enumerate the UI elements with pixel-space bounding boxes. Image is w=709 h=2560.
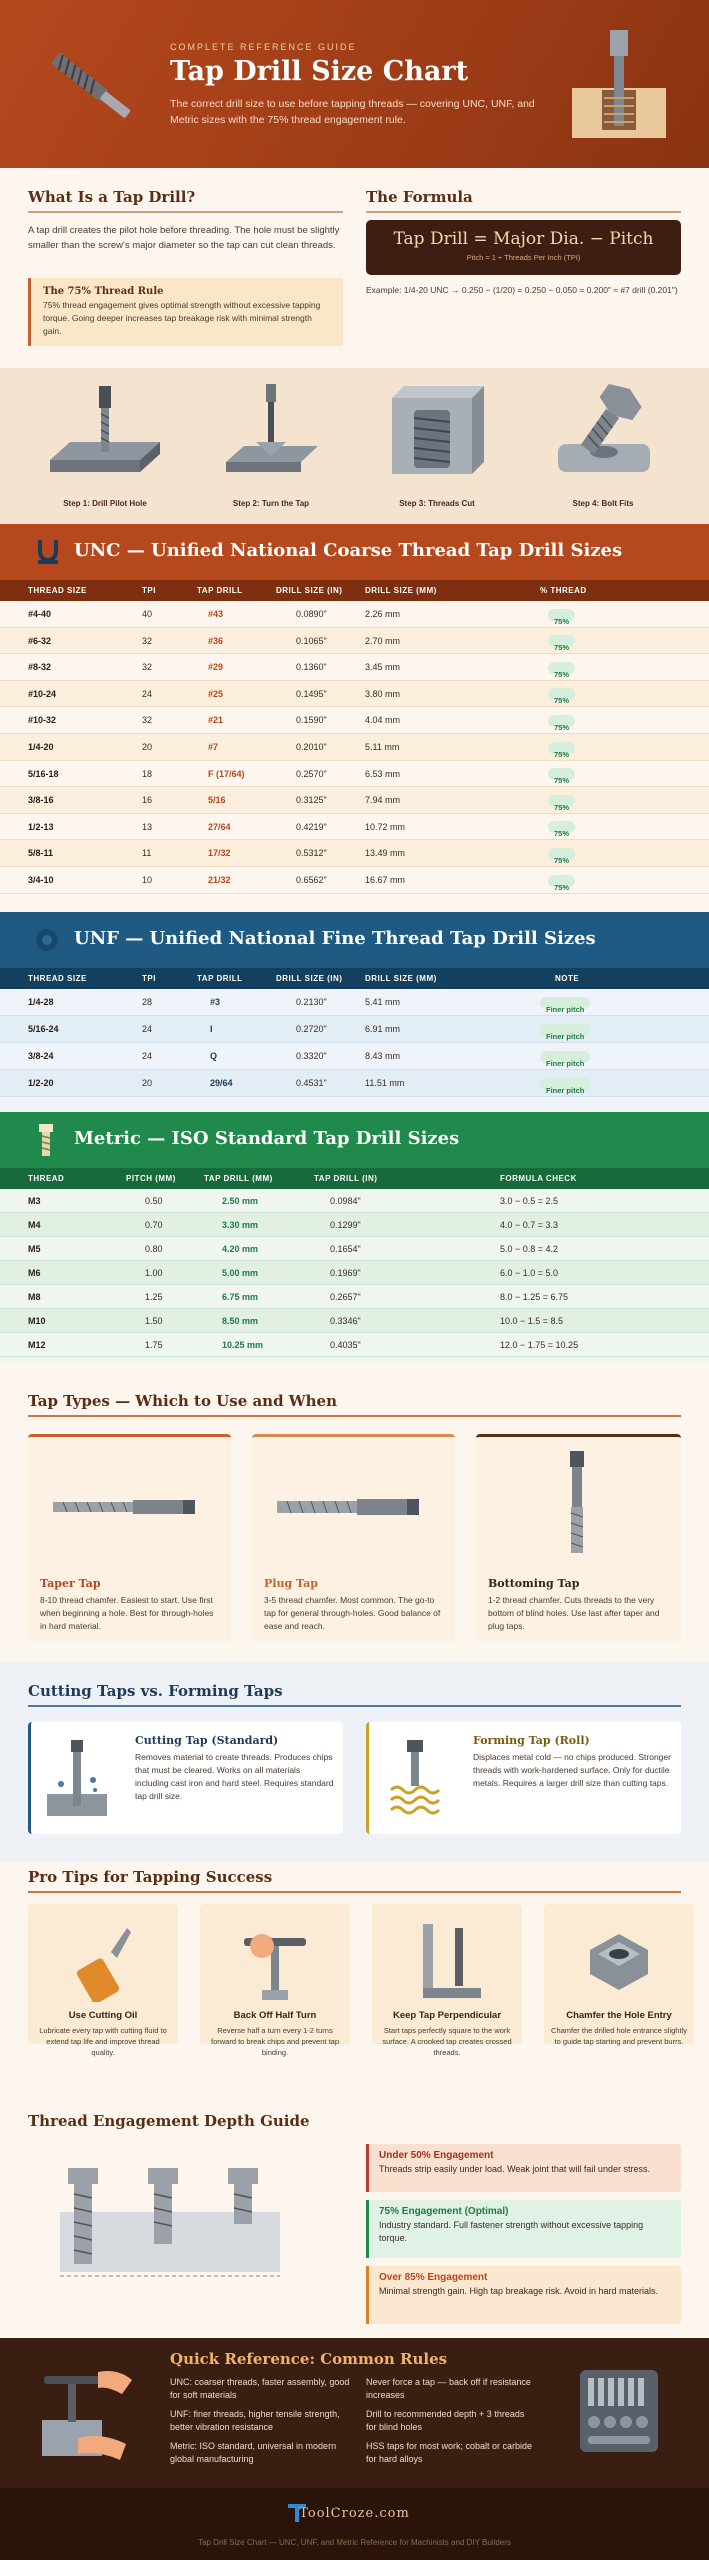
table-cell: #21 bbox=[208, 715, 224, 726]
table-cell bbox=[540, 1043, 590, 1070]
table-cell: 11 bbox=[142, 848, 152, 859]
drill-pilot-icon bbox=[30, 380, 180, 490]
table-cell: M3 bbox=[28, 1196, 41, 1206]
col-header: DRILL SIZE (MM) bbox=[365, 974, 437, 983]
table-cell: 5/16-18 bbox=[28, 768, 59, 779]
tap-tool-icon bbox=[38, 40, 143, 130]
qr-left-3: Metric: ISO standard, universal in modern global manufacturing bbox=[170, 2441, 337, 2464]
table-cell: 1/4-20 bbox=[28, 742, 54, 752]
status-badge: Finer pitch bbox=[540, 997, 590, 1009]
unf-header-row bbox=[0, 968, 709, 989]
table-cell bbox=[540, 1070, 590, 1097]
table-cell: 1/4-28 bbox=[28, 997, 54, 1007]
table-cell: 0.1360" bbox=[296, 662, 327, 673]
table-cell bbox=[548, 840, 575, 867]
turn-tap-icon bbox=[196, 380, 346, 490]
table-row bbox=[0, 787, 709, 814]
table-cell bbox=[548, 681, 575, 708]
table-cell: 27/64 bbox=[208, 821, 231, 832]
table-cell: 0.2010" bbox=[296, 742, 327, 752]
table-cell: 10 bbox=[142, 875, 153, 885]
bottoming-tap-text: 1-2 thread chamfer. Cuts threads to the very bottom of blind holes. Use last after taper and plug taps. bbox=[488, 1595, 660, 1631]
table-row bbox=[0, 840, 709, 867]
table-cell: #10-24 bbox=[28, 688, 57, 699]
tip-2-name: Back Off Half Turn bbox=[233, 2010, 317, 2021]
metric-table bbox=[0, 1112, 709, 1362]
taper-tap-icon bbox=[53, 1492, 203, 1522]
table-cell bbox=[548, 734, 575, 761]
table-row bbox=[0, 814, 709, 841]
table-cell: M10 bbox=[28, 1316, 46, 1326]
table-cell: 12.0 − 1.75 = 10.25 bbox=[500, 1340, 579, 1350]
tip-4-name: Chamfer the Hole Entry bbox=[566, 2010, 672, 2021]
engagement-over-85 bbox=[366, 2266, 681, 2324]
table-cell: 7.94 mm bbox=[365, 795, 401, 806]
table-cell: 8.43 mm bbox=[365, 1051, 401, 1061]
metric-title: Metric — ISO Standard Tap Drill Sizes bbox=[74, 1128, 460, 1149]
table-row bbox=[0, 628, 709, 655]
table-cell: 0.0890" bbox=[296, 609, 327, 619]
table-cell: 0.1299" bbox=[330, 1220, 361, 1230]
table-cell: 11.51 mm bbox=[365, 1078, 405, 1088]
table-row bbox=[0, 707, 709, 734]
plug-tap-name: Plug Tap bbox=[264, 1577, 318, 1590]
qr-right-1: Never force a tap — back off if resistance increases bbox=[366, 2377, 531, 2400]
table-cell: 0.70 bbox=[145, 1220, 163, 1230]
table-cell: #8-32 bbox=[28, 662, 52, 673]
col-header: THREAD bbox=[28, 1174, 65, 1183]
tip-back-off bbox=[200, 1904, 350, 2057]
step-1 bbox=[30, 380, 180, 520]
col-header: TAP DRILL (MM) bbox=[204, 1174, 273, 1183]
status-badge: 75% bbox=[548, 609, 575, 621]
qr-right-3: HSS taps for most work; cobalt or carbide for hard alloys bbox=[366, 2441, 533, 2464]
status-badge: 75% bbox=[548, 742, 575, 754]
col-header: DRILL SIZE (IN) bbox=[276, 974, 343, 983]
table-cell: 2.50 mm bbox=[222, 1196, 259, 1206]
table-cell: #3 bbox=[210, 997, 221, 1007]
unf-title: UNF — Unified National Fine Thread Tap Drill Sizes bbox=[74, 928, 596, 949]
status-badge: 75% bbox=[548, 635, 575, 647]
table-cell: M12 bbox=[28, 1340, 46, 1350]
table-cell: 0.1654" bbox=[330, 1244, 361, 1254]
table-cell: 5/8-11 bbox=[28, 848, 54, 859]
table-cell: 24 bbox=[142, 1024, 153, 1034]
unc-table bbox=[0, 524, 709, 912]
header-kicker: COMPLETE REFERENCE GUIDE bbox=[170, 42, 357, 52]
table-row bbox=[0, 1213, 709, 1237]
status-badge: 75% bbox=[548, 875, 575, 887]
table-cell: 2.26 mm bbox=[365, 609, 401, 619]
unc-title: UNC — Unified National Coarse Thread Tap Drill Sizes bbox=[74, 540, 623, 561]
qr-left-1: UNC: coarser threads, faster assembly, good for soft materials bbox=[170, 2377, 350, 2400]
table-cell: 0.2570" bbox=[296, 768, 327, 779]
table-cell: 8.50 mm bbox=[222, 1316, 259, 1326]
cutting-tap-name: Cutting Tap (Standard) bbox=[135, 1734, 279, 1747]
table-cell: #36 bbox=[208, 635, 224, 646]
bolt-circle-icon bbox=[34, 927, 60, 953]
status-badge: 75% bbox=[548, 688, 575, 700]
forming-tap-icon bbox=[385, 1738, 445, 1818]
plug-tap-card bbox=[252, 1434, 455, 1642]
col-header: THREAD SIZE bbox=[28, 974, 87, 983]
table-cell: 32 bbox=[142, 715, 153, 726]
table-row bbox=[0, 867, 709, 894]
hand-tapping-icon bbox=[38, 2362, 148, 2462]
table-cell: 6.0 − 1.0 = 5.0 bbox=[500, 1268, 559, 1278]
table-cell: 13 bbox=[142, 821, 153, 832]
qr-right-2: Drill to recommended depth + 3 threads for blind holes bbox=[366, 2409, 525, 2432]
table-cell: 1.75 bbox=[145, 1340, 163, 1350]
table-cell: 24 bbox=[142, 688, 153, 699]
oil-can-icon bbox=[73, 1922, 133, 2002]
tip-2-text: Reverse half a turn every 1-2 turns forward to break chips and prevent tap binding. bbox=[211, 2026, 339, 2057]
tap-types-section bbox=[0, 1362, 709, 1662]
divider bbox=[28, 211, 343, 213]
col-header: % THREAD bbox=[540, 586, 587, 595]
eng-3-name: Over 85% Engagement bbox=[379, 2272, 488, 2283]
status-badge: 75% bbox=[548, 848, 575, 860]
divider bbox=[28, 1891, 681, 1893]
divider bbox=[366, 211, 681, 213]
table-cell: 0.2130" bbox=[296, 997, 327, 1007]
table-cell: 0.3125" bbox=[296, 795, 327, 806]
table-cell: 4.0 − 0.7 = 3.3 bbox=[500, 1220, 559, 1230]
table-cell: 17/32 bbox=[208, 848, 231, 859]
table-row bbox=[0, 1189, 709, 1213]
table-cell bbox=[548, 867, 575, 894]
table-cell: 10.0 − 1.5 = 8.5 bbox=[500, 1316, 564, 1326]
rule-text: 75% thread engagement gives optimal strength without excessive tapping torque. Going deeper increases tap breakage risk with minimal strength gain. bbox=[43, 300, 321, 336]
table-cell: 20 bbox=[142, 1078, 153, 1088]
bolt-fits-icon bbox=[528, 380, 678, 490]
table-row bbox=[0, 681, 709, 708]
cutting-tap-icon bbox=[47, 1738, 107, 1818]
unc-header-row bbox=[0, 580, 709, 601]
chamfer-nut-icon bbox=[584, 1928, 654, 1998]
table-cell: 6.53 mm bbox=[365, 768, 401, 779]
tip-perpendicular bbox=[372, 1904, 522, 2057]
tip-cutting-oil bbox=[28, 1904, 178, 2057]
table-cell bbox=[540, 1016, 590, 1043]
header-subtitle: The correct drill size to use before tapping threads — covering UNC, UNF, and Metric sizes with the 75% thread engagement rule. bbox=[170, 98, 535, 126]
footer-brand[interactable]: ToolCroze.com bbox=[299, 2506, 410, 2521]
table-cell: 3.80 mm bbox=[365, 688, 401, 699]
step-4-label: Step 4: Bolt Fits bbox=[572, 499, 634, 508]
unc-band bbox=[0, 524, 709, 580]
table-row bbox=[0, 1309, 709, 1333]
table-cell: 0.4035" bbox=[330, 1340, 361, 1350]
forming-tap-card bbox=[366, 1722, 681, 1834]
intro-section bbox=[0, 168, 709, 368]
table-cell: 8.0 − 1.25 = 6.75 bbox=[500, 1292, 569, 1302]
status-badge: Finer pitch bbox=[540, 1024, 590, 1036]
table-cell bbox=[548, 707, 575, 734]
col-header: TAP DRILL bbox=[197, 586, 243, 595]
cut-form-section bbox=[0, 1662, 709, 1862]
plug-tap-icon bbox=[277, 1492, 427, 1522]
table-cell: 0.1495" bbox=[296, 688, 327, 699]
eng-1-text: Threads strip easily under load. Weak joint that will fail under stress. bbox=[379, 2164, 650, 2174]
tip-1-text: Lubricate every tap with cutting fluid to extend tap life and improve thread quality. bbox=[39, 2026, 167, 2057]
footer-note: Tap Drill Size Chart — UNC, UNF, and Metric Reference for Machinists and DIY Builders bbox=[198, 2538, 511, 2547]
col-header: TAP DRILL bbox=[197, 974, 243, 983]
metric-band bbox=[0, 1112, 709, 1168]
bottoming-tap-card bbox=[476, 1434, 681, 1642]
table-cell: 3.0 − 0.5 = 2.5 bbox=[500, 1196, 559, 1206]
status-badge: Finer pitch bbox=[540, 1051, 590, 1063]
tap-set-icon bbox=[578, 2368, 660, 2454]
table-cell: 5/16-24 bbox=[28, 1024, 59, 1034]
unf-table bbox=[0, 912, 709, 1112]
table-cell bbox=[548, 628, 575, 655]
page-title: Tap Drill Size Chart bbox=[170, 56, 469, 87]
header-banner bbox=[0, 0, 709, 168]
table-cell: 40 bbox=[142, 609, 153, 619]
col-header: TPI bbox=[142, 974, 156, 983]
table-cell: 0.1065" bbox=[296, 635, 327, 646]
table-cell: #4-40 bbox=[28, 609, 52, 619]
quick-ref-title: Quick Reference: Common Rules bbox=[170, 2350, 448, 2368]
table-cell: 1.00 bbox=[145, 1268, 163, 1278]
table-cell: M4 bbox=[28, 1220, 41, 1230]
table-cell: 0.50 bbox=[145, 1196, 163, 1206]
plug-tap-text: 3-5 thread chamfer. Most common. The go-to tap for general through-holes. Good balance of ease and reach. bbox=[264, 1595, 441, 1631]
engagement-diagram bbox=[60, 2164, 280, 2294]
tip-1-name: Use Cutting Oil bbox=[68, 2010, 138, 2021]
status-badge: 75% bbox=[548, 768, 575, 780]
status-badge: Finer pitch bbox=[540, 1078, 590, 1090]
divider bbox=[28, 1415, 681, 1417]
forming-tap-text: Displaces metal cold — no chips produced. Stronger threads with work-hardened surface. Only for ductile metals. Requires a larger drill size than cutting taps. bbox=[473, 1752, 671, 1788]
divider bbox=[28, 1705, 681, 1707]
col-header: DRILL SIZE (MM) bbox=[365, 586, 437, 595]
table-row bbox=[0, 1237, 709, 1261]
table-cell: #25 bbox=[208, 688, 224, 699]
cutting-tap-card bbox=[28, 1722, 343, 1834]
table-cell: 4.20 mm bbox=[222, 1244, 259, 1254]
step-2 bbox=[196, 380, 346, 520]
table-cell: 20 bbox=[142, 742, 153, 752]
col-header: PITCH (MM) bbox=[126, 1174, 176, 1183]
table-cell: 3.45 mm bbox=[365, 662, 401, 673]
table-cell: 24 bbox=[142, 1051, 153, 1061]
table-cell: M5 bbox=[28, 1244, 41, 1254]
cut-form-title: Cutting Taps vs. Forming Taps bbox=[28, 1682, 283, 1700]
status-badge: 75% bbox=[548, 715, 575, 727]
forming-tap-name: Forming Tap (Roll) bbox=[473, 1734, 590, 1747]
table-cell: 21/32 bbox=[208, 875, 231, 885]
table-row bbox=[0, 1285, 709, 1309]
qr-left-2: UNF: finer threads, higher tensile strength, better vibration resistance bbox=[170, 2409, 340, 2432]
table-row bbox=[0, 1261, 709, 1285]
table-cell: 0.3320" bbox=[296, 1051, 327, 1061]
table-cell: 6.75 mm bbox=[222, 1292, 259, 1302]
rule-title: The 75% Thread Rule bbox=[43, 286, 164, 297]
table-cell: 1/2-13 bbox=[28, 821, 54, 832]
eng-3-text: Minimal strength gain. High tap breakage risk. Avoid in hard materials. bbox=[379, 2286, 658, 2296]
table-row bbox=[0, 1070, 709, 1097]
taper-tap-name: Taper Tap bbox=[40, 1577, 101, 1590]
col-header: THREAD SIZE bbox=[28, 586, 87, 595]
table-cell: 1.50 bbox=[145, 1316, 163, 1326]
formula-example: Example: 1/4-20 UNC → 0.250 − (1/20) = 0.250 − 0.050 = 0.200" ≈ #7 drill (0.201") bbox=[366, 285, 678, 295]
engagement-under-50 bbox=[366, 2144, 681, 2192]
table-cell: Q bbox=[210, 1051, 218, 1061]
table-cell: 1.25 bbox=[145, 1292, 163, 1302]
table-cell: 0.4531" bbox=[296, 1078, 327, 1088]
step-3-label: Step 3: Threads Cut bbox=[399, 499, 475, 508]
table-cell: 3.30 mm bbox=[222, 1220, 259, 1230]
cutting-tap-text: Removes material to create threads. Produces chips that must be cleared. Works on all materials including cast iron and hard steel. Requires standard tap drill size. bbox=[135, 1752, 334, 1801]
rule-note bbox=[28, 278, 343, 346]
table-cell: 0.1969" bbox=[330, 1268, 361, 1278]
taper-tap-text: 8-10 thread chamfer. Easiest to start. Use first when beginning a hole. Best for through-holes in hard material. bbox=[40, 1595, 214, 1631]
col-header: NOTE bbox=[555, 974, 580, 983]
u-bolt-icon bbox=[36, 538, 60, 566]
table-cell: F (17/64) bbox=[208, 768, 245, 779]
table-cell: 0.2720" bbox=[296, 1024, 327, 1034]
table-cell: 0.6562" bbox=[296, 875, 327, 885]
formula-text: Tap Drill = Major Dia. − Pitch bbox=[393, 229, 654, 249]
unf-band bbox=[0, 912, 709, 968]
bottoming-tap-name: Bottoming Tap bbox=[488, 1577, 580, 1590]
tips-title: Pro Tips for Tapping Success bbox=[28, 1868, 273, 1886]
table-cell: 32 bbox=[142, 635, 153, 646]
quick-reference bbox=[0, 2338, 709, 2488]
eng-2-name: 75% Engagement (Optimal) bbox=[379, 2206, 509, 2217]
table-cell: 3/4-10 bbox=[28, 875, 54, 885]
formula-title: The Formula bbox=[366, 188, 473, 206]
table-row bbox=[0, 1016, 709, 1043]
table-cell: 0.5312" bbox=[296, 848, 327, 859]
table-cell: 3/8-16 bbox=[28, 795, 54, 806]
table-cell: #7 bbox=[208, 742, 219, 752]
table-cell: 10.25 mm bbox=[222, 1340, 264, 1350]
what-is-title: What Is a Tap Drill? bbox=[28, 188, 196, 206]
table-row bbox=[0, 1043, 709, 1070]
status-badge: 75% bbox=[548, 795, 575, 807]
tip-3-name: Keep Tap Perpendicular bbox=[392, 2010, 502, 2021]
table-cell: 0.1590" bbox=[296, 715, 327, 726]
col-header: FORMULA CHECK bbox=[500, 1174, 577, 1183]
table-cell: M6 bbox=[28, 1268, 41, 1278]
table-cell: 16 bbox=[142, 795, 153, 806]
table-cell bbox=[548, 761, 575, 788]
table-row bbox=[0, 601, 709, 628]
table-cell: 32 bbox=[142, 662, 153, 673]
table-row bbox=[0, 1333, 709, 1357]
table-cell: 5.0 − 0.8 = 4.2 bbox=[500, 1244, 559, 1254]
step-1-label: Step 1: Drill Pilot Hole bbox=[63, 499, 147, 508]
table-cell: 0.3346" bbox=[330, 1316, 361, 1326]
bottoming-tap-icon bbox=[562, 1451, 592, 1555]
engagement-75 bbox=[366, 2200, 681, 2258]
tap-types-title: Tap Types — Which to Use and When bbox=[28, 1392, 338, 1410]
engagement-title: Thread Engagement Depth Guide bbox=[28, 2112, 310, 2130]
steps-section bbox=[0, 368, 709, 524]
table-cell: 0.80 bbox=[145, 1244, 163, 1254]
table-cell: 1/2-20 bbox=[28, 1078, 54, 1088]
what-is-text: A tap drill creates the pilot hole before threading. The hole must be slightly smaller than the screw's major diameter so the tap can cut clean threads. bbox=[28, 225, 340, 251]
table-cell: M8 bbox=[28, 1292, 41, 1302]
tap-wrench-icon bbox=[240, 1918, 310, 2004]
status-badge: 75% bbox=[548, 821, 575, 833]
table-cell: 5.00 mm bbox=[222, 1268, 259, 1278]
table-cell: 0.2657" bbox=[330, 1292, 361, 1302]
table-cell: 6.91 mm bbox=[365, 1024, 401, 1034]
square-tool-icon bbox=[417, 1918, 487, 2004]
table-cell: 4.04 mm bbox=[365, 715, 401, 726]
table-cell: 5/16 bbox=[208, 795, 226, 806]
tip-3-text: Start taps perfectly square to the work surface. A crooked tap creates crossed threads. bbox=[382, 2026, 512, 2057]
table-cell: #6-32 bbox=[28, 635, 52, 646]
table-cell: 10.72 mm bbox=[365, 821, 406, 832]
table-cell bbox=[548, 814, 575, 841]
step-4 bbox=[528, 380, 678, 520]
eng-2-text: Industry standard. Full fastener strength without excessive tapping torque. bbox=[379, 2220, 644, 2243]
table-cell: 3/8-24 bbox=[28, 1051, 54, 1061]
formula-box bbox=[366, 220, 681, 275]
tip-chamfer bbox=[544, 1904, 694, 2044]
taper-tap-card bbox=[28, 1434, 231, 1642]
engagement-section bbox=[0, 2078, 709, 2338]
table-cell: 18 bbox=[142, 768, 153, 779]
table-cell: 16.67 mm bbox=[365, 875, 406, 885]
table-cell bbox=[548, 787, 575, 814]
table-cell: 5.11 mm bbox=[365, 742, 400, 752]
status-badge: 75% bbox=[548, 662, 575, 674]
eng-1-name: Under 50% Engagement bbox=[379, 2150, 494, 2161]
col-header: TAP DRILL (IN) bbox=[314, 1174, 378, 1183]
step-3 bbox=[362, 380, 512, 520]
table-cell: #10-32 bbox=[28, 715, 57, 726]
tap-in-block-icon bbox=[568, 28, 670, 140]
formula-note: Pitch = 1 ÷ Threads Per Inch (TPI) bbox=[466, 253, 581, 262]
table-cell: 2.70 mm bbox=[365, 635, 401, 646]
table-cell: 0.0984" bbox=[330, 1196, 361, 1206]
table-cell: 13.49 mm bbox=[365, 848, 406, 859]
table-row bbox=[0, 654, 709, 681]
col-header: TPI bbox=[142, 586, 156, 595]
table-row bbox=[0, 989, 709, 1016]
table-cell: #29 bbox=[208, 662, 224, 673]
table-cell: #43 bbox=[208, 609, 224, 619]
table-cell: 0.4219" bbox=[296, 821, 327, 832]
screw-icon bbox=[36, 1124, 56, 1156]
table-cell bbox=[548, 654, 575, 681]
table-cell: 29/64 bbox=[210, 1078, 233, 1088]
table-cell bbox=[548, 601, 575, 628]
table-cell: 5.41 mm bbox=[365, 997, 401, 1007]
table-cell: 28 bbox=[142, 997, 153, 1007]
metric-header-row bbox=[0, 1168, 709, 1189]
table-cell bbox=[540, 989, 590, 1016]
table-row bbox=[0, 734, 709, 761]
footer bbox=[0, 2488, 709, 2560]
step-2-label: Step 2: Turn the Tap bbox=[232, 499, 310, 508]
tip-4-text: Chamfer the drilled hole entrance slightly to guide tap starting and prevent burrs. bbox=[551, 2026, 687, 2046]
col-header: DRILL SIZE (IN) bbox=[276, 586, 343, 595]
table-row bbox=[0, 761, 709, 788]
table-cell: I bbox=[210, 1024, 213, 1034]
threads-cut-icon bbox=[362, 380, 512, 490]
